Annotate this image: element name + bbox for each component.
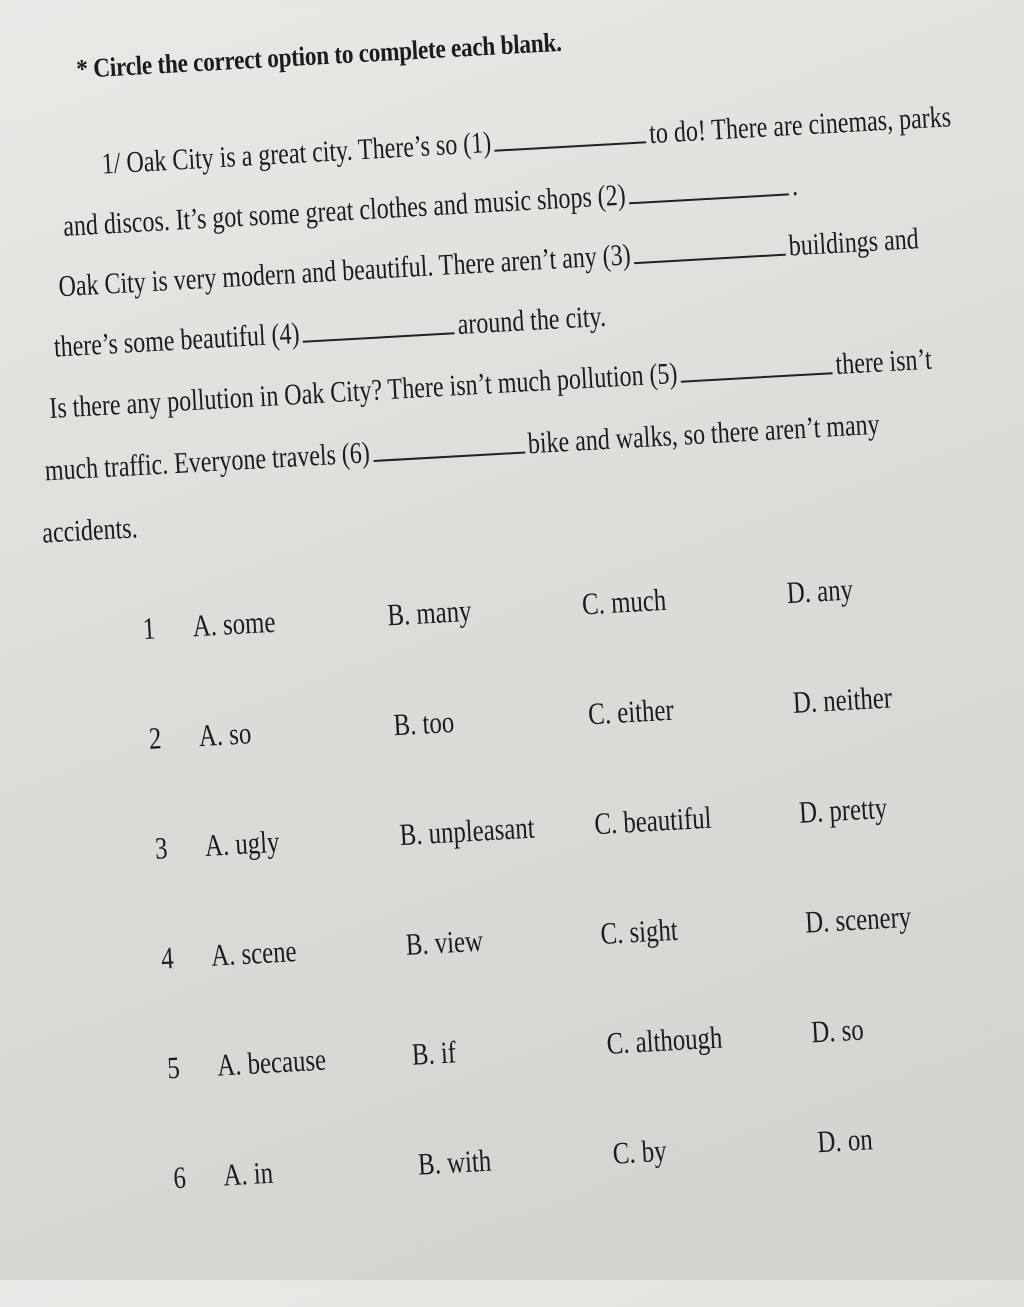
option-b[interactable]: B. view: [404, 922, 484, 962]
passage-line-7: accidents.: [41, 511, 139, 550]
option-d[interactable]: D. pretty: [798, 789, 889, 830]
blank-1[interactable]: [493, 119, 646, 151]
passage-line-6: [44, 408, 881, 489]
option-c[interactable]: C. by: [611, 1132, 668, 1171]
instruction-heading: * Circle the correct option to complete each blank.: [75, 26, 563, 84]
option-c[interactable]: C. sight: [599, 911, 679, 952]
passage-text: there isn’t: [834, 342, 933, 382]
question-number: 6: [172, 1159, 187, 1196]
passage-text: .: [790, 168, 799, 203]
passage-line-1: [101, 100, 952, 181]
question-number: 1: [141, 610, 157, 647]
passage-line-2: [62, 169, 798, 244]
option-d[interactable]: D. neither: [791, 679, 893, 720]
option-b[interactable]: B. with: [417, 1142, 492, 1182]
option-d[interactable]: D. any: [785, 571, 854, 611]
question-number: 4: [160, 939, 175, 976]
question-row: [23, 671, 1024, 778]
question-row: [35, 890, 1024, 997]
question-number: 3: [154, 830, 169, 866]
option-d[interactable]: D. scenery: [804, 898, 913, 940]
question-row: [42, 1000, 1024, 1107]
passage-text: Is there any pollution in Oak City? There isn’t much pollution (5): [48, 356, 679, 425]
option-a[interactable]: A. so: [197, 715, 253, 754]
question-row: [29, 781, 1024, 888]
passage-text: buildings and: [787, 222, 920, 263]
option-b[interactable]: B. unpleasant: [398, 809, 536, 853]
blank-6[interactable]: [372, 430, 525, 462]
passage-text: around the city.: [456, 299, 607, 342]
passage-text: and discos. It’s got some great clothes and music shops (2): [62, 178, 627, 243]
passage-text: bike and walks, so there aren’t many: [526, 407, 881, 461]
question-row: [17, 561, 1024, 668]
option-b[interactable]: B. if: [410, 1034, 457, 1072]
blank-4[interactable]: [302, 310, 455, 342]
option-b[interactable]: B. too: [392, 703, 456, 743]
passage-text: 1/ Oak City is a great city. There’s so (1): [100, 125, 493, 181]
option-d[interactable]: D. on: [816, 1121, 874, 1160]
passage-line-4: [53, 300, 607, 365]
passage-text: much traffic. Everyone travels (6): [43, 436, 371, 488]
option-d[interactable]: D. so: [810, 1011, 865, 1050]
blank-2[interactable]: [628, 171, 789, 204]
question-number: 2: [147, 720, 163, 756]
option-b[interactable]: B. many: [386, 592, 473, 633]
question-row: [48, 1110, 1024, 1217]
option-c[interactable]: C. beautiful: [593, 799, 713, 842]
option-a[interactable]: A. ugly: [203, 823, 281, 863]
passage-text: Oak City is very modern and beautiful. There aren’t any (3): [57, 238, 632, 304]
question-number: 5: [166, 1049, 181, 1086]
option-c[interactable]: C. either: [587, 691, 675, 732]
option-a[interactable]: A. because: [216, 1041, 327, 1083]
passage-text: to do! There are cinemas, parks: [648, 100, 952, 151]
blank-3[interactable]: [633, 232, 786, 264]
passage-text: there’s some beautiful (4): [52, 316, 301, 364]
option-a[interactable]: A. scene: [210, 933, 298, 973]
option-a[interactable]: A. in: [222, 1154, 274, 1193]
option-c[interactable]: C. much: [581, 581, 667, 622]
option-a[interactable]: A. some: [191, 603, 277, 644]
option-c[interactable]: C. although: [605, 1019, 724, 1061]
blank-5[interactable]: [680, 350, 833, 382]
